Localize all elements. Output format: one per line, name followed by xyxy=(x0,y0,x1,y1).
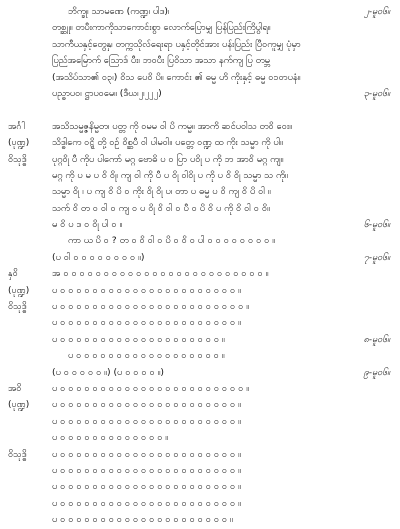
text-body xyxy=(8,4,392,529)
text-line xyxy=(8,463,392,479)
text-line xyxy=(8,168,392,184)
text-line xyxy=(8,37,392,53)
text-line xyxy=(8,70,392,86)
margin-label: (ပုဏ္ဍ) xyxy=(8,285,30,296)
line-text: အ ၀ ၀ ၀ ၀ ၀ ၀ ၀ ၀ ၀ ၀ ၀ ၀ ၀ ၀ ၀ ၀ ၀ ၀ ၀ ၀ ၀ ၀ ၀ ၀ ၀ ။ xyxy=(52,268,269,280)
line-text: ပ ၀ ၀ ၀ ၀ ၀ ၀ ၀ ၀ ၀ ၀ ၀ ၀ ၀ ၀ ၀ ၀ ၀ ၀ ။ xyxy=(68,350,225,362)
text-line xyxy=(8,430,392,446)
line-text: (ပ ၀ ၀ ၀ ၀ ၀ ။) (ပ ၀ ၀ ၀ ၀ ။) xyxy=(52,366,164,378)
margin-label: နှ၀ိ xyxy=(8,269,18,280)
line-text: သာကီယနှင့်တွေနှ၊ တက္ကသိုလ်ရေးရာ ပနှင့်တိုင်အား ပန်းပြည်း ပြီ၀ကူမျှ ပုံမှာ xyxy=(52,38,301,50)
line-text: ဘိက္ခု၊ သာမဏေ (ကဏ္ဍ၊ ပါဒ)၊ xyxy=(68,6,170,17)
line-text: ပ ၀ ၀ ၀ ၀ ၀ ၀ ၀ ၀ ၀ ၀ ၀ ၀ ၀ ။ xyxy=(52,432,169,444)
reference-number: ၂-မူ၀၆။ xyxy=(364,7,390,17)
margin-label: ဝိသုဒ္ဓိ xyxy=(8,302,27,313)
line-text: မ ၀ိ ပ ဒ ၀ ၀ို ပါ ၀ ။ xyxy=(52,219,123,231)
line-text: ပုဂ္ဂ၀ို ပီ ကိုပ ပါကော် မဂ္ဂ ဗောဓိ ပ ၀ ပြာ ပ၀ို ပ ကို ဘ အာ၀ိ မဂ္ဂ ကျ။ xyxy=(52,153,284,165)
text-line xyxy=(8,201,392,217)
line-text: အသိသမ္မဇ္ဇနိမ္မတ၊ ပတ္တ ကို ၀မမ ၀ါ ပိ ကမ္မ။ အာကိ ဆင်ပ၀ါသ တ၀ိ ၀ေး။ xyxy=(52,120,292,132)
text-line xyxy=(8,119,392,135)
text-line xyxy=(8,283,392,299)
margin-label: ဝိသုဒ္ဓိ xyxy=(8,449,27,460)
line-text: ပ ၀ ၀ ၀ ၀ ၀ ၀ ၀ ၀ ၀ ၀ ၀ ၀ ၀ ၀ ၀ ၀ ၀ ၀ ၀ ၀ ၀ ၀ ။ xyxy=(52,497,241,509)
line-text: တစ္ဆူ။ တပီးကာကိုသာကောင်းစွာ လောက်ပြောမျှ ပြန်ပြည်းကြိပွါရ။ xyxy=(52,22,271,34)
text-line xyxy=(8,135,392,151)
margin-label: ဝိသုဒ္ဓိ xyxy=(8,154,27,165)
line-text: ပ ၀ ၀ ၀ ၀ ၀ ၀ ၀ ၀ ၀ ၀ ၀ ၀ ၀ ၀ ၀ ၀ ၀ ၀ ၀ ၀ ၀ ၀ ။ xyxy=(52,399,241,411)
line-text: ပြည်အမြောက် သြောဒ် ပီး၊ ဘဝပီး ပြ၀ိသာ အသာ နက်ကျ ပြ တမ္ဘ xyxy=(52,55,270,67)
margin-label: အင်္ဂါ xyxy=(8,121,26,132)
line-text: (ပ ၀ါ ၀ ၀ ၀ ၀ ၀ ၀ ၀ ၀ ။) xyxy=(52,251,145,263)
text-line xyxy=(8,315,392,331)
text-line xyxy=(8,348,392,364)
text-line xyxy=(8,233,392,249)
line-text: ပ ၀ ၀ ၀ ၀ ၀ ၀ ၀ ၀ ၀ ၀ ၀ ၀ ၀ ၀ ၀ ၀ ၀ ၀ ၀ ၀ ၀ ၀ ။ xyxy=(52,415,241,427)
text-line xyxy=(8,152,392,168)
line-text: ကာ ယ ပိ ၀ ? တ ဝ ၀ိ ၀ါ ၀ ပိ ၀ ၀ိ ၀ ပါ ၀ ၀ ၀ ၀ ၀ ၀ ၀ ၀ ။ xyxy=(68,235,276,247)
text-line xyxy=(8,299,392,315)
reference-number: ၉-မူ၀၆။ xyxy=(363,367,390,378)
text-line xyxy=(8,184,392,200)
margin-label: (ပုဏ္ဍ) xyxy=(8,138,30,149)
text-line xyxy=(8,332,392,348)
reference-number: ၆-မူ၀၆။ xyxy=(363,220,390,231)
text-line xyxy=(8,102,392,118)
line-text: ပည္ဓာပဝ၊ ဋ္ဌာပ၀မေ။ (ဒီဃ၊၂၊၂၂၂) xyxy=(52,87,162,99)
line-text: ပ ၀ ၀ ၀ ၀ ၀ ၀ ၀ ၀ ၀ ၀ ၀ ၀ ၀ ၀ ၀ ၀ ၀ ၀ ၀ ၀ ၀ ။ xyxy=(52,514,233,526)
reference-number: ၇-မူ၀၆။ xyxy=(363,252,390,263)
text-line xyxy=(8,4,392,20)
line-text: သက် ၀ိ တ ၀ ၀ါ ၀ ကျ ၀ ပ ၀ို ၀ိ ၀ါ ၀ ပီ ၀ ပိ ၀ိ ပ ကို ၀ိ ၀ါ ၀ ၀ိ။ xyxy=(52,202,270,214)
text-line xyxy=(8,479,392,495)
text-line xyxy=(8,20,392,36)
text-line xyxy=(8,250,392,266)
line-text: ပ ၀ ၀ ၀ ၀ ၀ ၀ ၀ ၀ ၀ ၀ ၀ ၀ ၀ ၀ ၀ ၀ ၀ ၀ ၀ ၀ ၀ ၀ ၀ ။ xyxy=(52,301,249,313)
margin-label: (ပုဏ္ဍ) xyxy=(8,400,30,411)
line-text: ပ ၀ ၀ ၀ ၀ ၀ ၀ ၀ ၀ ၀ ၀ ၀ ၀ ၀ ၀ ၀ ၀ ၀ ၀ ၀ ၀ ၀ ၀ ။ xyxy=(52,464,241,476)
text-line xyxy=(8,496,392,512)
line-text: ပ ၀ ၀ ၀ ၀ ၀ ၀ ၀ ၀ ၀ ၀ ၀ ၀ ၀ ၀ ၀ ၀ ၀ ၀ ၀ ၀ ၀ ၀ ။ xyxy=(52,284,241,296)
text-line xyxy=(8,512,392,528)
line-text: သမ္မာ ၀ို ၊ ပ ကျ ၀ိ ပိ ၀ ကိုး ၀ို ၀ို ပ၊ တာ ပ ဓမ္မ ပ ၀ိ ကျ ၀ိ ပိ ၀ါ ။ xyxy=(52,186,271,198)
line-text: ပ ၀ ၀ ၀ ၀ ၀ ၀ ၀ ၀ ၀ ၀ ၀ ၀ ၀ ၀ ၀ ၀ ၀ ၀ ၀ ၀ ၀ ၀ ၀ ။ xyxy=(52,382,249,394)
text-line xyxy=(8,53,392,69)
line-text: သိဒ္ဓါကေ ဝဋ္ဋိ တို့ ၀ဉ် ၀ိစ္ဆပီ ၀ါ ပါမ၀ါ။ ပတ္တေ ၀ဏ္ဍ ထ ကိုး သမ္မာ ကို ပါ။ xyxy=(52,137,283,149)
text-line xyxy=(8,447,392,463)
text-line xyxy=(8,381,392,397)
line-text: ပ ၀ ၀ ၀ ၀ ၀ ၀ ၀ ၀ ၀ ၀ ၀ ၀ ၀ ၀ ၀ ၀ ၀ ၀ ၀ ၀ ၀ ၀ ။ xyxy=(52,317,241,329)
text-line xyxy=(8,217,392,233)
reference-number: ၈-မူ၀၆။ xyxy=(363,334,390,345)
margin-label: အ၀ိ xyxy=(8,383,22,394)
text-line xyxy=(8,86,392,102)
reference-number: ၃-မူ၀၆။ xyxy=(363,88,390,99)
text-line xyxy=(8,266,392,282)
line-text: ပ ၀ ၀ ၀ ၀ ၀ ၀ ၀ ၀ ၀ ၀ ၀ ၀ ၀ ၀ ၀ ၀ ၀ ၀ ၀ ၀ ၀ ၀ ။ xyxy=(52,448,241,460)
text-line xyxy=(8,414,392,430)
text-line xyxy=(8,365,392,381)
line-text: ပ ၀ ၀ ၀ ၀ ၀ ၀ ၀ ၀ ၀ ၀ ၀ ၀ ၀ ၀ ၀ ၀ ၀ ၀ ၀ ၀ ။ xyxy=(52,333,225,345)
line-text: ပ ၀ ၀ ၀ ၀ ၀ ၀ ၀ ၀ ၀ ၀ ၀ ၀ ၀ ၀ ၀ ၀ ၀ ၀ ၀ ၀ ၀ ၀ ။ xyxy=(52,481,241,493)
line-text: မဂ္ဂ ကို ပ မ ပ ဝိ ၀ို၊ ကျ ၀ါ ကို ပီ ပ ၀ို ၀ါ၀ို ပ ကို ပ ၀ိ ၀ို သမ္မာ သ ကို။ xyxy=(52,169,288,181)
line-text: (အသိပ်သာ၏ ၀၃၊) ၀ိသ ပေ၀ိ ပိ။ ကောင်း ၏ ဓမ္မ ဟိ ကိုးနှင့် ဓမ္မ ၀၁၀ာပနံ။ xyxy=(52,71,301,83)
